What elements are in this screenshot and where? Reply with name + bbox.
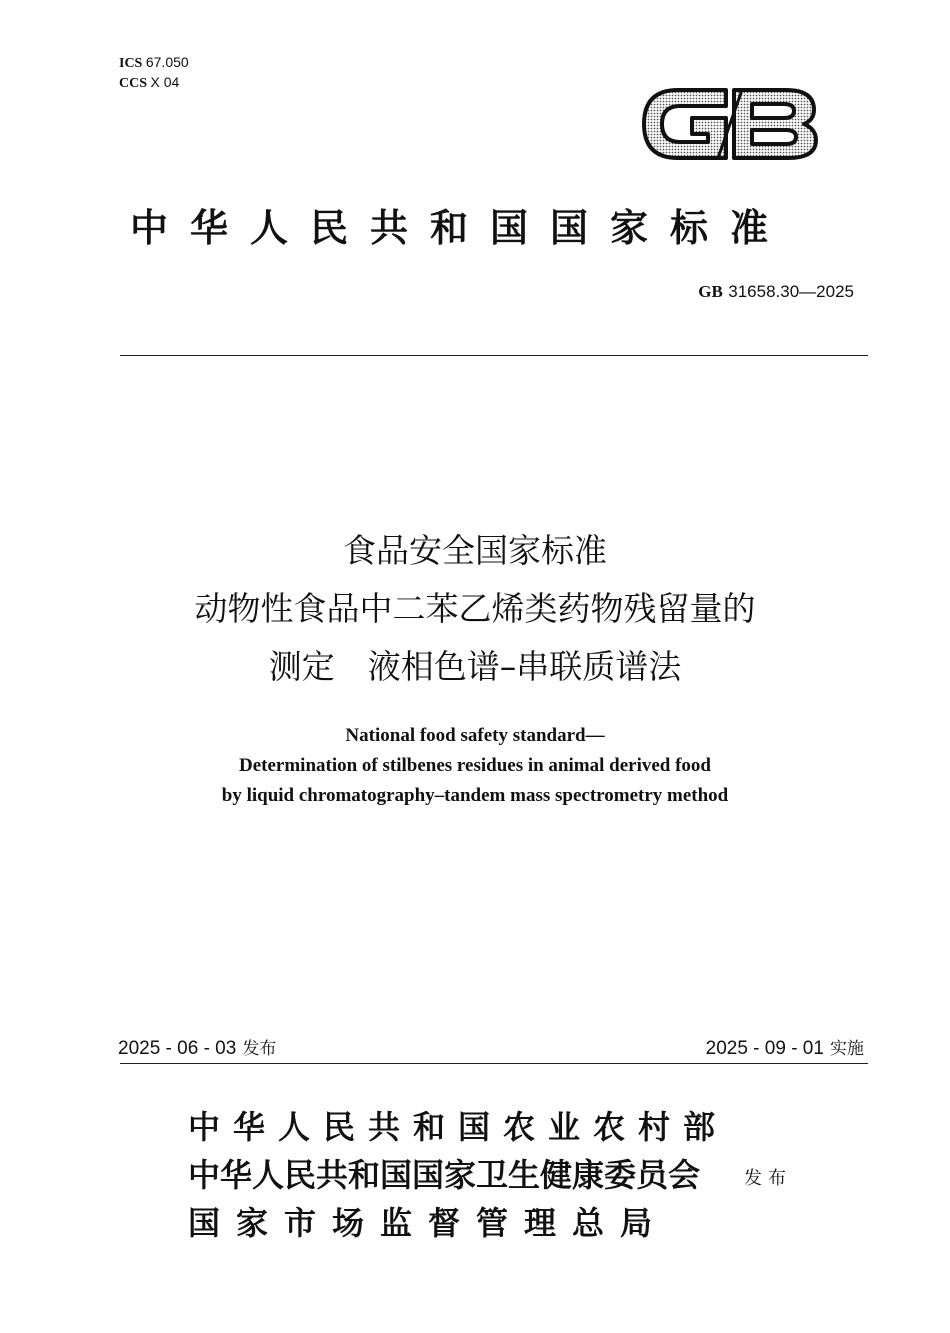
english-title (0, 721, 950, 811)
implementation-date-label: 实施 (830, 1039, 864, 1059)
ccs-label: CCS (119, 76, 148, 91)
english-title-line-3: by liquid chromatography–tandem mass spectrometry method (221, 785, 729, 806)
english-title-line-2: Determination of stilbenes residues in animal derived food (238, 755, 711, 776)
ics-code (119, 53, 189, 73)
implementation-date-value: 2025 - 09 - 01 (705, 1038, 824, 1059)
chinese-title-line-3: 测定 液相色谱–串联质谱法 (268, 647, 682, 686)
bottom-divider (120, 1063, 868, 1064)
standard-prefix: GB (698, 282, 723, 301)
chinese-title-line-1: 食品安全国家标准 (343, 531, 607, 570)
standard-code: 31658.30—2025 (728, 282, 854, 301)
chinese-title-line-2: 动物性食品中二苯乙烯类药物残留量的 (194, 589, 756, 628)
ccs-value: X 04 (150, 74, 180, 90)
chinese-title (0, 522, 950, 696)
gb-logo-icon (638, 76, 820, 172)
issue-date (118, 1034, 276, 1060)
issue-date-label: 发布 (242, 1039, 277, 1059)
issuer-health-commission: 中华人民共和国国家卫生健康委员会 (188, 1156, 701, 1194)
national-standard-title: 中华人民共和国国家标准 (130, 206, 791, 250)
ics-value: 67.050 (145, 54, 189, 70)
issue-date-value: 2025 - 06 - 03 (118, 1038, 237, 1059)
standard-number (698, 282, 854, 302)
issuer-market-regulation: 国家市场监督管理总局 (188, 1204, 669, 1242)
issuer-ministry-agriculture: 中华人民共和国农业农村部 (188, 1108, 729, 1146)
classification-codes (119, 53, 189, 93)
publish-label: 发布 (744, 1168, 792, 1189)
ics-label: ICS (119, 56, 143, 71)
implementation-date (706, 1034, 864, 1060)
top-divider (120, 355, 868, 356)
english-title-line-1: National food safety standard— (345, 725, 605, 746)
ccs-code (119, 73, 189, 93)
